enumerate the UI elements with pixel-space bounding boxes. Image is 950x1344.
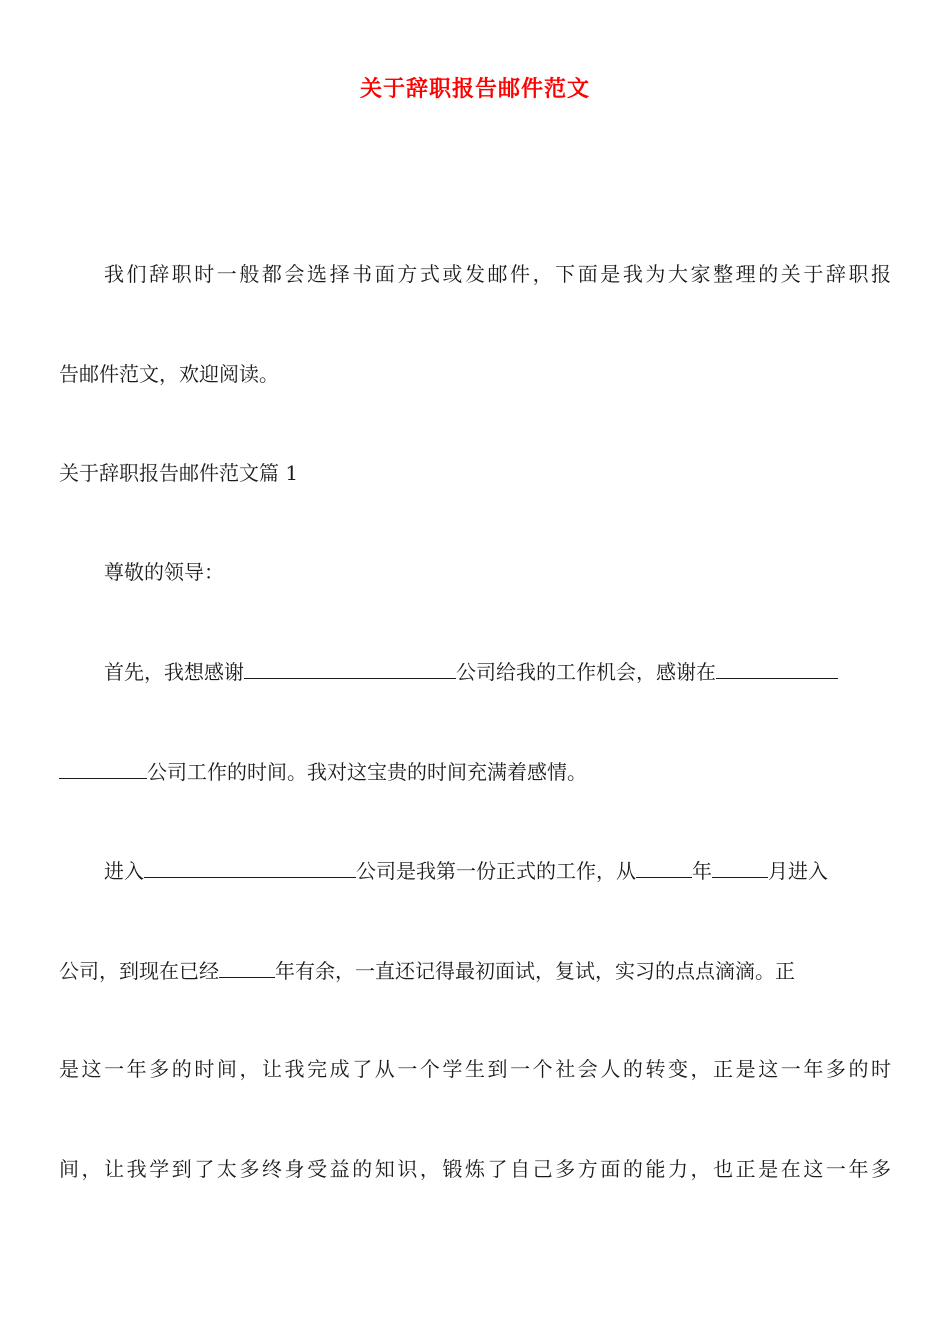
para2-text: 月进入 <box>768 859 828 883</box>
fill-blank-company[interactable] <box>716 659 838 679</box>
para1-text: 公司工作的时间。我对这宝贵的时间充满着感情。 <box>147 760 587 784</box>
para2-text: 公司是我第一份正式的工作，从 <box>356 859 636 883</box>
document-title: 关于辞职报告邮件范文 <box>359 77 590 102</box>
para2-line-4: 间，让我学到了太多终身受益的知识，锻炼了自己多方面的能力，也正是在这一年多 <box>59 1157 891 1181</box>
para2-text: 公司，到现在已经 <box>59 959 219 983</box>
fill-blank-month[interactable] <box>712 858 768 878</box>
intro-line-2: 告邮件范文，欢迎阅读。 <box>59 362 279 386</box>
salutation: 尊敬的领导： <box>104 560 224 584</box>
para2-line-1 <box>104 858 891 883</box>
para2-line-2 <box>59 958 891 983</box>
para2-line-3: 是这一年多的时间，让我完成了从一个学生到一个社会人的转变，正是这一年多的时 <box>59 1057 891 1081</box>
para2-text: 进入 <box>104 859 144 883</box>
fill-blank-year[interactable] <box>636 858 692 878</box>
para1-text: 公司给我的工作机会，感谢在 <box>456 660 716 684</box>
fill-blank-company[interactable] <box>144 858 356 878</box>
intro-line-1: 我们辞职时一般都会选择书面方式或发邮件，下面是我为大家整理的关于辞职报 <box>104 262 891 286</box>
section-heading: 关于辞职报告邮件范文篇 1 <box>59 461 299 485</box>
fill-blank-years[interactable] <box>219 958 275 978</box>
para1-line-2 <box>59 759 891 784</box>
fill-blank-company[interactable] <box>244 659 456 679</box>
para2-text: 年有余，一直还记得最初面试，复试，实习的点点滴滴。正 <box>275 959 795 983</box>
para1-text: 首先，我想感谢 <box>104 660 244 684</box>
fill-blank-company[interactable] <box>59 759 147 779</box>
para1-line-1 <box>104 659 891 684</box>
para2-text: 年 <box>692 859 712 883</box>
